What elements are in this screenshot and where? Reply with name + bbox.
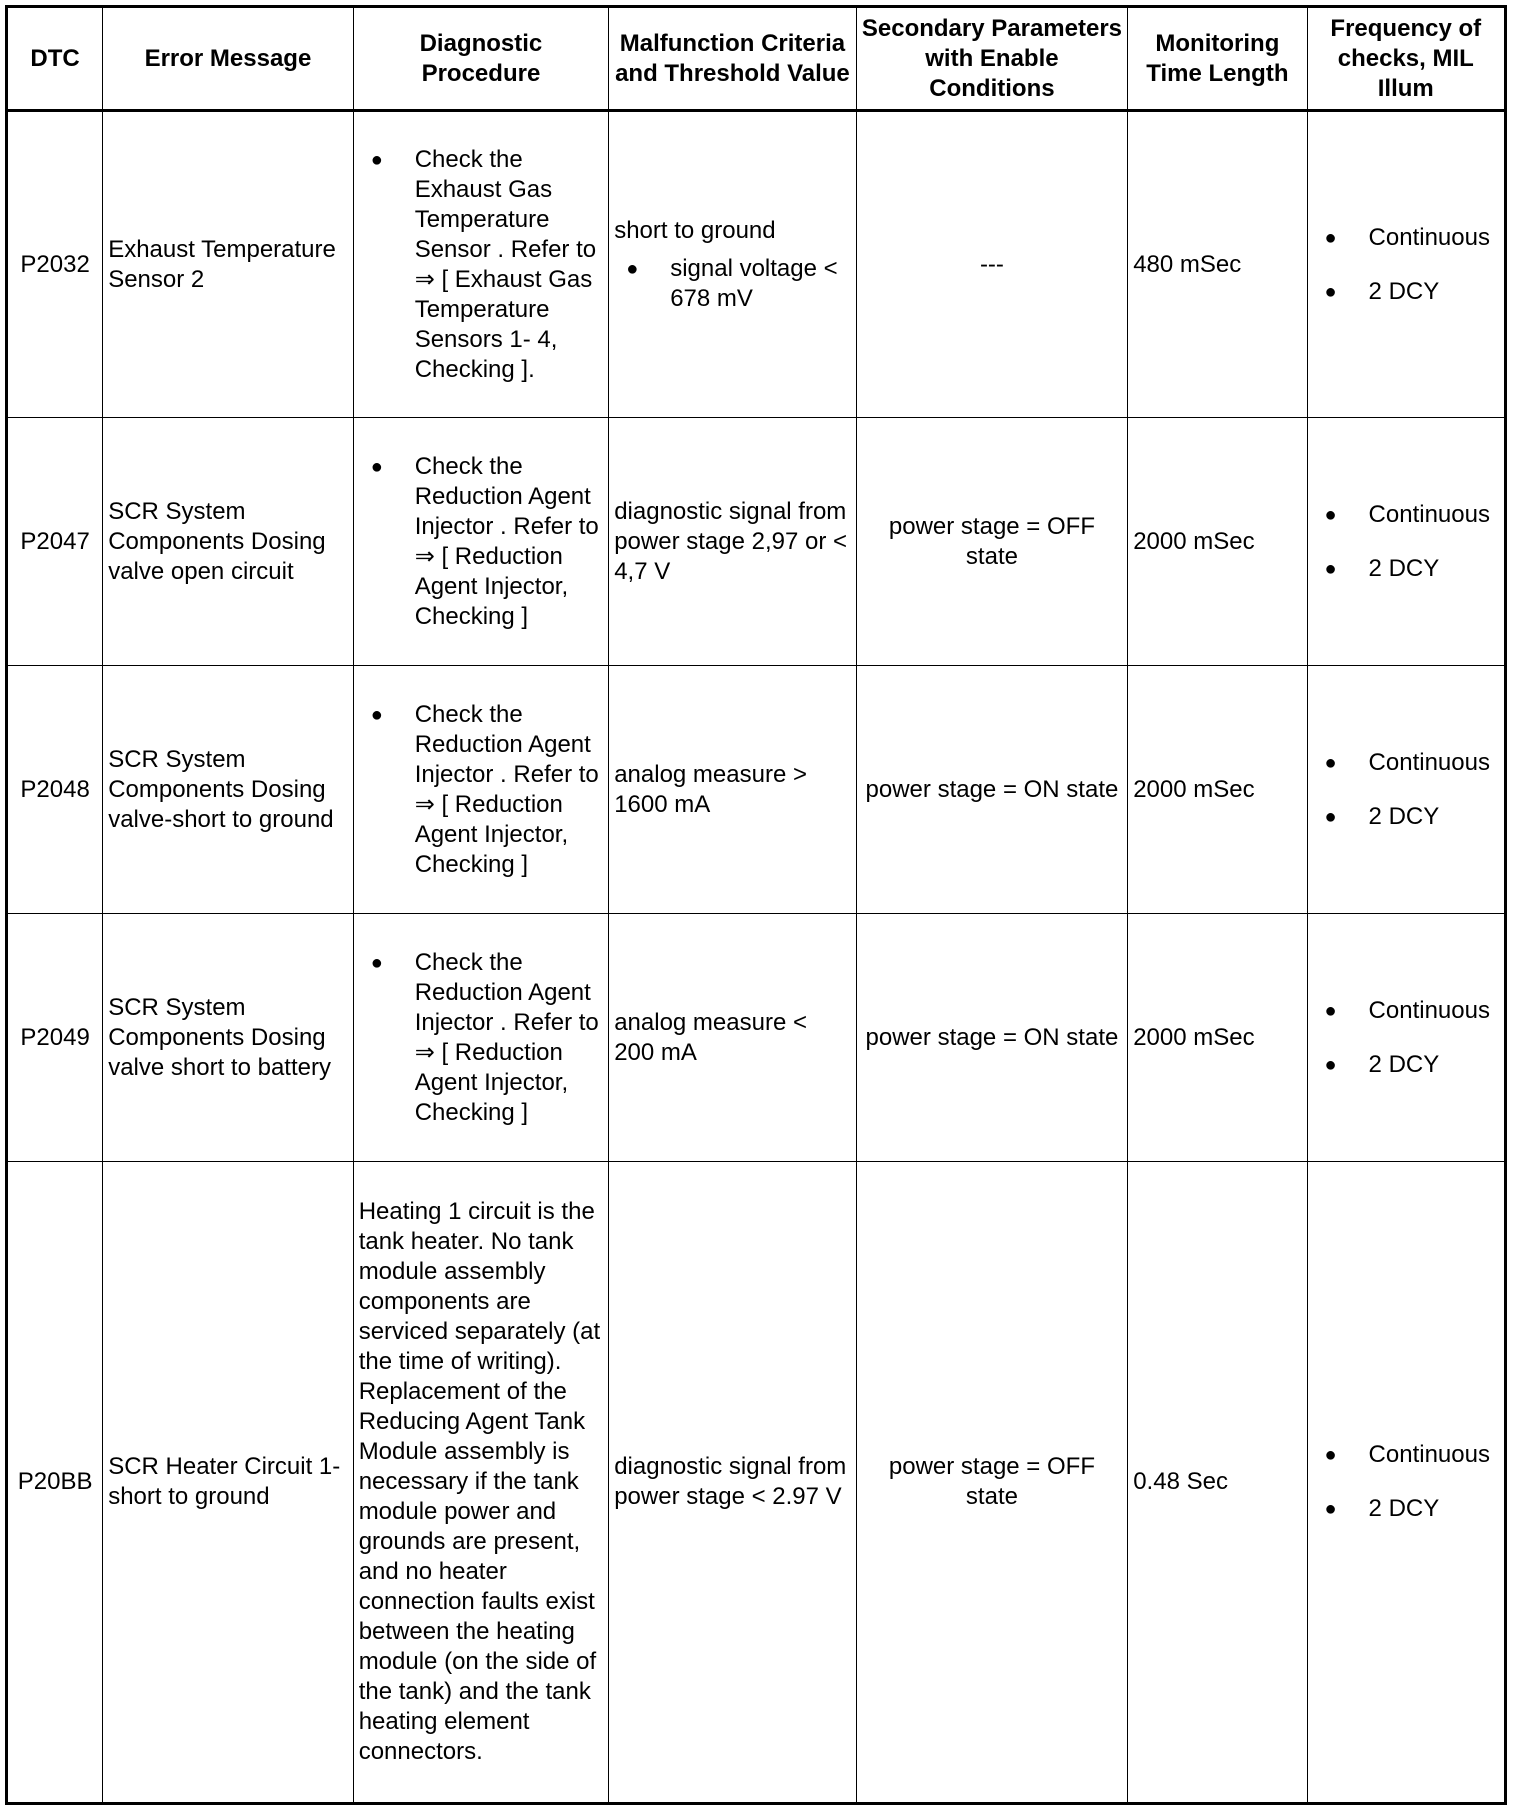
procedure-list — [359, 145, 604, 385]
error-message: SCR System Components Dosing valve short to battery — [103, 914, 354, 1162]
malfunction-criteria: diagnostic signal from power stage < 2.97 V — [609, 1162, 856, 1804]
header-diagnostic-procedure: Diagnostic Procedure — [353, 7, 609, 111]
dtc-table — [5, 5, 1507, 1805]
procedure-list — [359, 452, 604, 632]
malfunction-criteria — [609, 111, 856, 418]
error-message: SCR System Components Dosing valve-short to ground — [103, 666, 354, 914]
secondary-parameters: power stage = OFF state — [856, 1162, 1128, 1804]
error-message: SCR System Components Dosing valve open circuit — [103, 418, 354, 666]
header-dtc: DTC — [7, 7, 103, 111]
header-malfunction-criteria: Malfunction Criteria and Threshold Value — [609, 7, 856, 111]
procedure-list — [359, 948, 604, 1128]
frequency-item: ● 2 DCY — [1325, 277, 1499, 307]
frequency-item: ● Continuous — [1325, 1440, 1499, 1470]
secondary-parameters: power stage = OFF state — [856, 418, 1128, 666]
table-row — [7, 666, 1506, 914]
frequency-item: ● Continuous — [1325, 996, 1499, 1026]
procedure-item: ● Check the Reduction Agent Injector . Refer to ⇒ [ Reduction Agent Injector, Checking ] — [371, 452, 604, 632]
secondary-parameters: power stage = ON state — [856, 914, 1128, 1162]
procedure-item: ● Check the Reduction Agent Injector . Refer to ⇒ [ Reduction Agent Injector, Checking ] — [371, 948, 604, 1128]
malfunction-criteria: analog measure > 1600 mA — [609, 666, 856, 914]
secondary-parameters: power stage = ON state — [856, 666, 1128, 914]
header-monitoring-time: Monitoring Time Length — [1128, 7, 1307, 111]
error-message: Exhaust Temperature Sensor 2 — [103, 111, 354, 418]
dtc-code: P2047 — [7, 418, 103, 666]
frequency — [1307, 418, 1505, 666]
procedure-list — [359, 700, 604, 880]
diagnostic-procedure — [353, 418, 609, 666]
frequency-item: ● 2 DCY — [1325, 1050, 1499, 1080]
table-row — [7, 418, 1506, 666]
frequency-item: ● Continuous — [1325, 748, 1499, 778]
frequency-item: ● 2 DCY — [1325, 802, 1499, 832]
criteria-list — [614, 254, 850, 314]
monitoring-time: 480 mSec — [1128, 111, 1307, 418]
dtc-code: P2048 — [7, 666, 103, 914]
frequency-list — [1313, 500, 1499, 584]
table-row — [7, 914, 1506, 1162]
frequency — [1307, 1162, 1505, 1804]
monitoring-time: 2000 mSec — [1128, 418, 1307, 666]
frequency — [1307, 914, 1505, 1162]
header-error-message: Error Message — [103, 7, 354, 111]
frequency-list — [1313, 748, 1499, 832]
malfunction-criteria: analog measure < 200 mA — [609, 914, 856, 1162]
frequency-item: ● 2 DCY — [1325, 554, 1499, 584]
dtc-code: P20BB — [7, 1162, 103, 1804]
diagnostic-procedure: Heating 1 circuit is the tank heater. No tank module assembly components are serviced separately (at the time of writing). Replacement of the Reducing Agent Tank Module assembly is necessary if the tank module power and grounds are present, and no heater connection faults exist between the heating module (on the side of the tank) and the tank heating element connectors. — [353, 1162, 609, 1804]
criteria-item: ● signal voltage < 678 mV — [626, 254, 850, 314]
monitoring-time: 2000 mSec — [1128, 666, 1307, 914]
frequency — [1307, 111, 1505, 418]
frequency-item: ● 2 DCY — [1325, 1494, 1499, 1524]
frequency-item: ● Continuous — [1325, 223, 1499, 253]
frequency-list — [1313, 1440, 1499, 1524]
dtc-code: P2049 — [7, 914, 103, 1162]
frequency-list — [1313, 223, 1499, 307]
monitoring-time: 0.48 Sec — [1128, 1162, 1307, 1804]
criteria-lead: short to ground — [614, 216, 776, 244]
diagnostic-procedure — [353, 666, 609, 914]
frequency — [1307, 666, 1505, 914]
dtc-code: P2032 — [7, 111, 103, 418]
procedure-item: ● Check the Reduction Agent Injector . Refer to ⇒ [ Reduction Agent Injector, Checking ] — [371, 700, 604, 880]
diagnostic-procedure — [353, 111, 609, 418]
header-frequency: Frequency of checks, MIL Illum — [1307, 7, 1505, 111]
table-row — [7, 111, 1506, 418]
table-row — [7, 1162, 1506, 1804]
frequency-list — [1313, 996, 1499, 1080]
header-secondary-parameters: Secondary Parameters with Enable Conditions — [856, 7, 1128, 111]
procedure-item: ● Check the Exhaust Gas Temperature Sensor . Refer to ⇒ [ Exhaust Gas Temperature Sensors 1- 4, Checking ]. — [371, 145, 604, 385]
frequency-item: ● Continuous — [1325, 500, 1499, 530]
diagnostic-procedure — [353, 914, 609, 1162]
monitoring-time: 2000 mSec — [1128, 914, 1307, 1162]
header-row — [7, 7, 1506, 111]
error-message: SCR Heater Circuit 1-short to ground — [103, 1162, 354, 1804]
malfunction-criteria: diagnostic signal from power stage 2,97 or < 4,7 V — [609, 418, 856, 666]
secondary-parameters: --- — [856, 111, 1128, 418]
